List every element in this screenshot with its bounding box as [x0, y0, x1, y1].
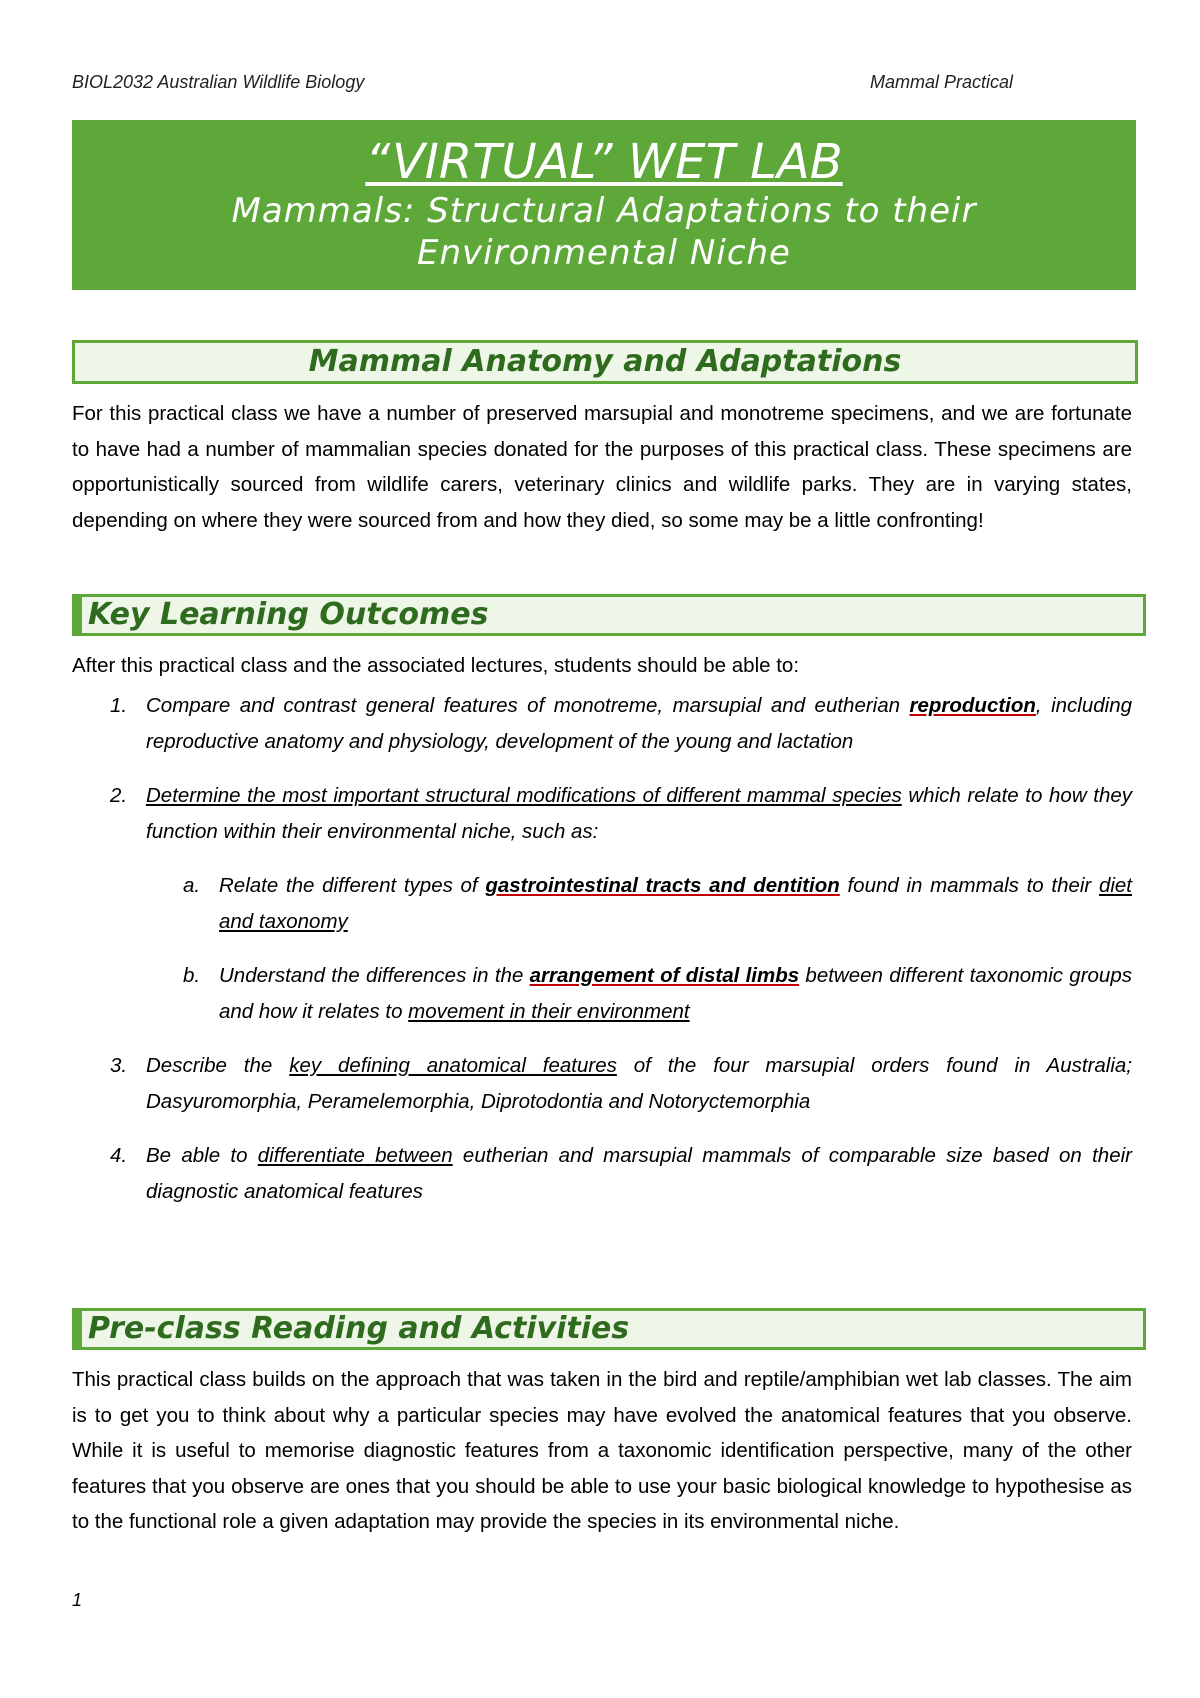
section-heading-anatomy: Mammal Anatomy and Adaptations	[72, 340, 1138, 384]
outcome-text: Compare and contrast general features of monotreme, marsupial and eutherian	[146, 694, 910, 717]
outcome-item	[110, 1048, 1132, 1119]
anatomy-paragraph: For this practical class we have a number of preserved marsupial and monotreme specimens, and we are fortunate to have had a number of mammalian species donated for the purposes of this practical class. These specimens are opportunistically sourced from wildlife carers, veterinary clinics and wildlife parks. They are in varying states, depending on where they were sourced from and how they died, so some may be a little confronting!	[72, 402, 1132, 532]
banner-title: “VIRTUAL” WET LAB	[365, 134, 843, 190]
outcome-text: which relate to how they function within their environmental niche, such as:	[146, 784, 1133, 843]
outcome-text: Describe the	[146, 1054, 290, 1077]
subitem-text: Understand the differences in the	[219, 964, 530, 987]
running-header-course: BIOL2032 Australian Wildlife Biology	[72, 72, 365, 92]
page-number: 1	[72, 1590, 83, 1610]
outcome-key-term: Determine the most important structural modifications of different mammal species	[146, 784, 902, 807]
outcome-text: Be able to	[146, 1144, 258, 1167]
outcome-key-term: differentiate between	[257, 1144, 453, 1167]
outcome-sublist	[146, 868, 1132, 1029]
outcome-text: of the four marsupial orders found in Australia; Dasyuromorphia, Peramelemorphia, Diprotodontia and Notoryctemorphia	[146, 1054, 1133, 1113]
banner-subtitle-line-2: Environmental Niche	[417, 233, 791, 273]
subitem-key-term: arrangement of distal limbs	[529, 964, 800, 987]
outcome-number: 4.	[110, 1144, 128, 1167]
outcome-key-term: reproduction	[909, 694, 1036, 717]
outcome-number: 1.	[110, 694, 128, 717]
outcome-subitem	[146, 958, 1132, 1029]
outcome-subitem	[146, 868, 1132, 939]
section-heading-preclass: Pre-class Reading and Activities	[72, 1308, 1146, 1350]
outcome-item	[110, 688, 1132, 759]
outcome-number: 3.	[110, 1054, 128, 1077]
outcome-text: , including reproductive anatomy and physiology, development of the young and lactation	[146, 694, 1132, 753]
banner-subtitle-line-1: Mammals: Structural Adaptations to their	[231, 191, 977, 231]
outcomes-intro: After this practical class and the associated lectures, students should be able to:	[72, 654, 800, 677]
outcome-text: eutherian and marsupial mammals of comparable size based on their diagnostic anatomical features	[146, 1144, 1132, 1203]
subitem-key-term: gastrointestinal tracts and dentition	[485, 874, 840, 897]
subitem-text: Relate the different types of	[219, 874, 486, 897]
outcome-item	[110, 778, 1132, 1029]
running-header-title: Mammal Practical	[870, 72, 1014, 92]
subitem-key-term-2: diet and taxonomy	[219, 874, 1132, 933]
title-banner	[72, 120, 1136, 290]
subitem-letter: b.	[183, 964, 201, 987]
section-heading-outcomes: Key Learning Outcomes	[72, 594, 1146, 636]
subitem-letter: a.	[183, 874, 201, 897]
preclass-paragraph: This practical class builds on the approach that was taken in the bird and reptile/amphibian wet lab classes. The aim is to get you to think about why a particular species may have evolved the anatomical features that you observe. While it is useful to memorise diagnostic features from a taxonomic identification perspective, many of the other features that you observe are ones that you should be able to use your basic biological knowledge to hypothesise as to the functional role a given adaptation may provide the species in its environmental niche.	[72, 1368, 1132, 1533]
outcome-number: 2.	[110, 784, 128, 807]
subitem-key-term-2: movement in their environment	[408, 999, 690, 1023]
outcomes-list	[110, 688, 1132, 1228]
outcome-key-term: key defining anatomical features	[289, 1054, 617, 1077]
subitem-text: found in mammals to their	[839, 874, 1099, 897]
subitem-text: between different taxonomic groups and how it relates to	[219, 964, 1132, 1023]
outcome-item	[110, 1138, 1132, 1209]
